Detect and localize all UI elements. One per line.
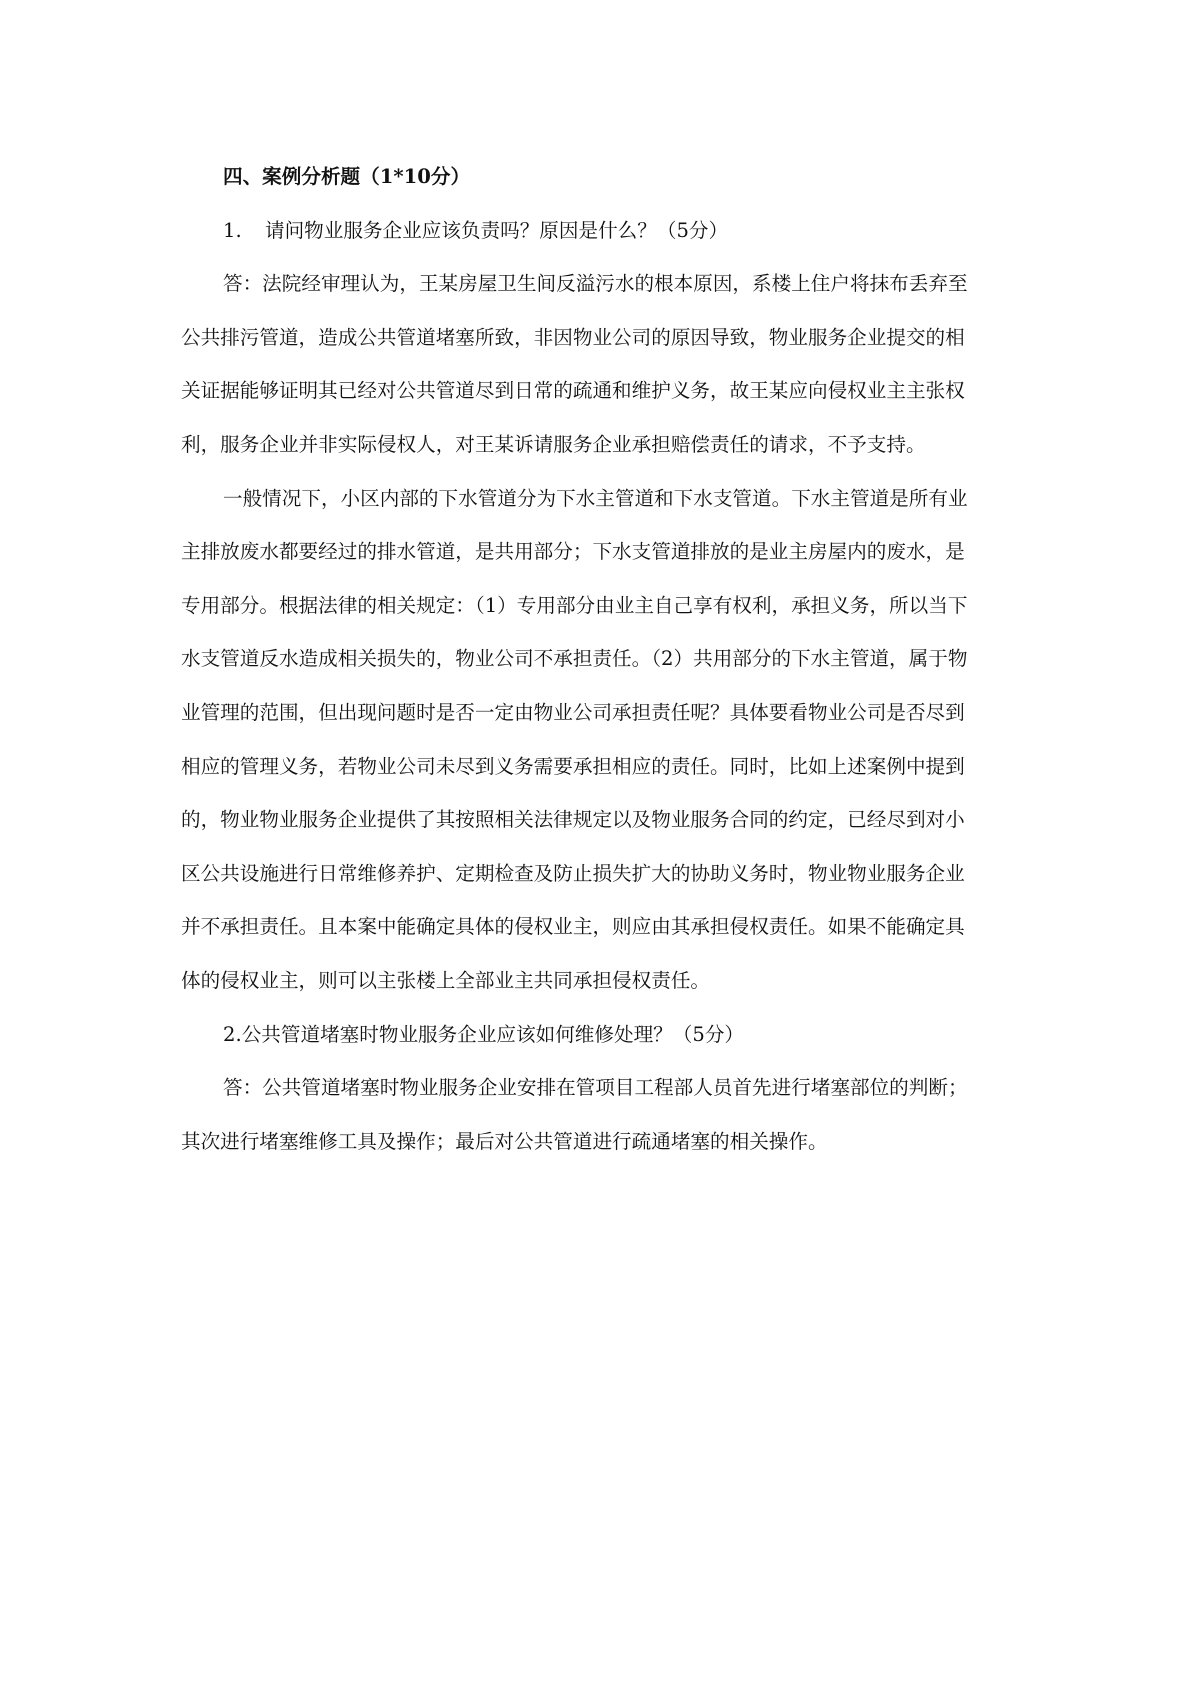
analysis-line: 体的侵权业主，则可以主张楼上全部业主共同承担侵权责任。 — [181, 968, 711, 992]
question-2: 2.公共管道堵塞时物业服务企业应该如何维修处理？（5分） — [223, 1022, 745, 1046]
analysis-line: 业管理的范围，但出现问题时是否一定由物业公司承担责任呢？具体要看物业公司是否尽到 — [181, 700, 965, 724]
answer-line: 公共排污管道，造成公共管道堵塞所致，非因物业公司的原因导致，物业服务企业提交的相 — [181, 325, 965, 349]
analysis-line: 的，物业物业服务企业提供了其按照相关法律规定以及物业服务合同的约定，已经尽到对小 — [181, 808, 965, 832]
answer-line: 其次进行堵塞维修工具及操作；最后对公共管道进行疏通堵塞的相关操作。 — [181, 1129, 828, 1153]
answer-line: 利，服务企业并非实际侵权人，对王某诉请服务企业承担赔偿责任的请求，不予支持。 — [181, 432, 926, 456]
analysis-line: 相应的管理义务，若物业公司未尽到义务需要承担相应的责任。同时，比如上述案例中提到 — [181, 754, 965, 778]
question-1-analysis — [181, 472, 1017, 1008]
analysis-line: 水支管道反水造成相关损失的，物业公司不承担责任。（2）共用部分的下水主管道，属于物 — [181, 647, 968, 671]
document-content — [181, 150, 1017, 1168]
answer-line: 答：公共管道堵塞时物业服务企业安排在管项目工程部人员首先进行堵塞部位的判断； — [223, 1076, 968, 1100]
answer-line: 关证据能够证明其已经对公共管道尽到日常的疏通和维护义务，故王某应向侵权业主主张权 — [181, 379, 965, 403]
analysis-line: 区公共设施进行日常维修养护、定期检查及防止损失扩大的协助义务时，物业物业服务企业 — [181, 861, 965, 885]
question-2-answer — [181, 1061, 1017, 1168]
question-1 — [181, 204, 1017, 258]
analysis-line: 并不承担责任。且本案中能确定具体的侵权业主，则应由其承担侵权责任。如果不能确定具 — [181, 915, 965, 939]
question-1-answer — [181, 257, 1017, 471]
analysis-line: 一般情况下，小区内部的下水管道分为下水主管道和下水支管道。下水主管道是所有业 — [223, 486, 968, 510]
analysis-line: 专用部分。根据法律的相关规定：（1）专用部分由业主自己享有权利，承担义务，所以当下 — [181, 593, 968, 617]
analysis-line: 主排放废水都要经过的排水管道，是共用部分；下水支管道排放的是业主房屋内的废水，是 — [181, 540, 965, 564]
question-1-text: 请问物业服务企业应该负责吗？原因是什么？（5分） — [265, 218, 729, 242]
answer-line: 答：法院经审理认为，王某房屋卫生间反溢污水的根本原因，系楼上住户将抹布丢弃至 — [223, 272, 968, 296]
section-heading: 四、案例分析题（1*10分） — [223, 165, 471, 188]
question-1-number: 1. — [223, 218, 242, 242]
